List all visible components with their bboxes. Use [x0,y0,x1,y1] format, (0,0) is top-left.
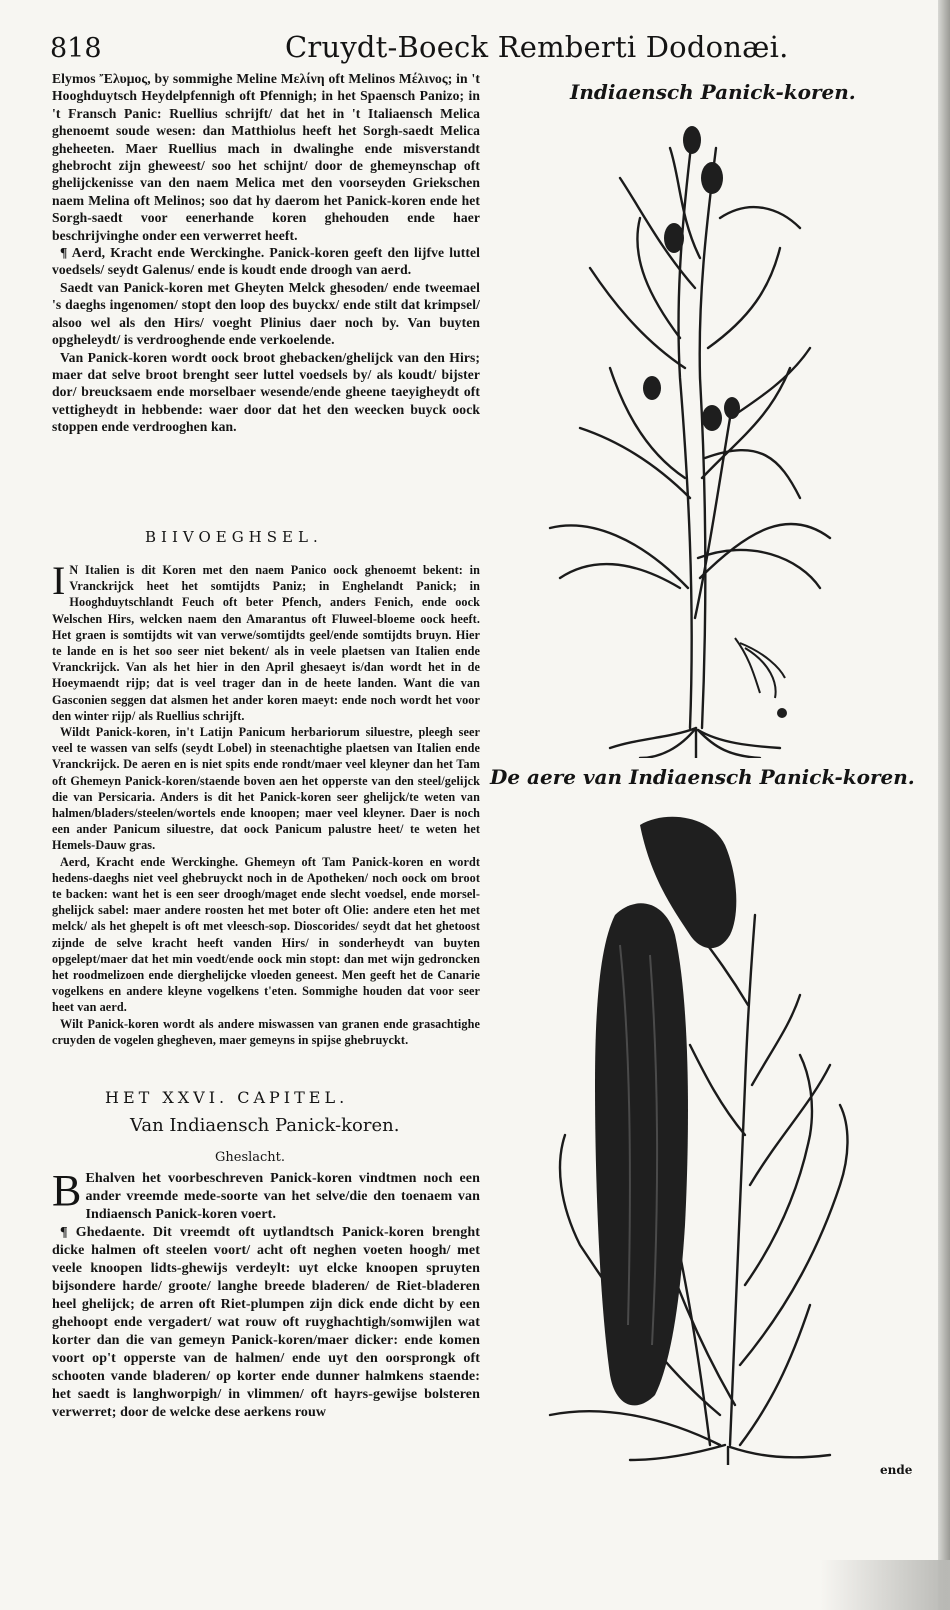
paragraph [52,1166,480,1224]
figure-caption-top: Indiaensch Panick-koren. [570,80,856,104]
catchword: ende [880,1463,913,1477]
running-title: Cruydt-Boeck Remberti Dodonæi. [285,30,789,64]
paragraph: Aerd, Kracht ende Werckinghe. Ghemeyn oft Tam Panick-koren en wordt hedens-daeghs niet veel ghebruyckt noch in de Apotheken/ noch oock om broot te backen: want het is een seer droogh/maget ende slecht voedsel, ende morsel-ghelijck sabel: maer andere roosten het met boter oft Olie: andere eten het met melck/ als het ghepelt is oft met vleesch-sop. Dioscorides/ seydt dat het ghetoost zijnde de selve kracht heeft vanden Hirs/ in sonderheydt van buyten opgelept/maer dat het min voedt/ende oock min stopt: dan met wijn gedroncken het roodmelizoen ende dierghelijcke vloeden geneest. Men geeft het de Canarie vogelkens en andere kleyne vogelkens t'eten. Sommighe houden dat voor seer heet van aerd. [52,854,480,1015]
paragraph-text: N Italien is dit Koren met den naem Panico oock ghenoemt bekent: in Vranckrijck heet het somtijdts Paniz; in Enghelandt Panick; in Hooghduytschlandt Feuch oft beter Pfench, anders Fenich, ende oock Welschen Hirs, welcken naem den Amarantus oft Fluweel-bloeme oock heeft. Het graen is somtijdts wit van verwe/somtijdts geel/ende somtijdts bruyn. Hier te lande en is het soo seer niet bekent/ als in veele plaetsen van Italien ende Vranckrijck. Van als het hier in den April ghesaeyt is/dan wordt het in de Hoeymaendt rijp; dat is veel trager dan in de heete landen. Want die van Gasconien seggen dat alsmen het ander koren maeyt: ende noch wordt het voor den winter rijp/ als Ruellius schrijft. [52,563,480,723]
page-corner-shadow [820,1560,950,1610]
paragraph [52,558,480,724]
millet-ear-woodcut [540,805,860,1465]
paragraph: Wilt Panick-koren wordt als andere miswassen van granen ende grasachtighe cruyden de vogelen ghegheven, maer gemeyns in spijse ghebruyckt. [52,1016,480,1047]
paragraph: Elymos Ἔλυμος, by sommighe Meline Μελίνη oft Melinos Μέλινος; in 't Hooghduytsch Heydelpfennigh oft Pfennigh; in het Spaensch Panizo; in 't Fransch Panic: Ruellius schrijft/ dat het in 't Italiaensch Melica ghenoemt soude wesen: dan Matthiolus heeft het Sorgh-saedt Melica gheheeten. Maer Ruellius mach in dwalinghe ende misverstandt ghebrocht zijn gheweest/ soo het schijnt/ door de ghemeynschap oft ghelijckenisse van den naem Melica met den voorseyden Griekschen naem Melina oft Melinos; soo dat hy daerom het Panick-koren ende het Sorgh-saedt voor eenerhande koren ghehouden ende haer beschrijvinghe onder een verwerret heeft. [52,71,480,243]
page-number: 818 [50,33,102,64]
paragraph-text: Ehalven het voorbeschreven Panick-koren vindtmen noch een ander vreemde mede-soorte van het selve/die den toenaem van Indiaensch Panick-koren voert. [85,1171,480,1222]
page-edge-shadow [938,0,950,1610]
bijvoeghsel-heading: BIIVOEGHSEL. [145,528,323,546]
drop-cap: B [52,1166,82,1215]
drop-cap: I [52,558,66,603]
geslacht-heading: Gheslacht. [215,1150,286,1165]
text-block-top [52,70,480,436]
paragraph: Van Panick-koren wordt oock broot ghebacken/ghelijck van den Hirs; maer dat selve broot brenght seer luttel voedsels by/ als koudt/ bijster dor/ breucksaem ende morselbaer wesende/ende gheene taeyigheydt oft vettigheydt in hebbende: waer door dat het den weecken buyck oock stoppen ende verdrooghen kan. [52,349,480,435]
millet-plant-woodcut [530,118,860,758]
paragraph: ¶ Ghedaente. Dit vreemdt oft uytlandtsch Panick-koren brenght dicke halmen oft steelen voort/ acht oft neghen voeten hoogh/ met veele knoopen lidts-ghewijs verdeylt: uyt elcke knoopen spruyten bijsondere harde/ groote/ langhe breede bladeren/ de Riet-bladeren heel ghelijck; de arren oft Riet-plumpen zijn dick ende dicht by een ghehoopt ende vergadert/ wat rouw oft ruyghachtigh/somwijlen wat korter dan die van gemeyn Panick-koren/maer dicker: ende komen voort op't opperste van de halmen/ ende uyt den oorsprongk oft schooten vande bladeren/ op korter ende dunner halmkens staende: het saedt is langhworpigh/ in vlimmen/ oft hayrs-gewijse bolsteren verwerret; door de welcke dese aerkens rouw [52,1225,480,1420]
text-block-bijvoeghsel [52,558,480,1048]
paragraph: Saedt van Panick-koren met Gheyten Melck ghesoden/ ende tweemael 's daeghs ingenomen/ stopt den loop des buyckx/ ende stilt dat krimpsel/ alsoo wel als den Hirs/ voeght Plinius daer noch by. Van buyten opgheleydt/ is verdrooghende ende verkoelende. [52,279,480,348]
chapter-heading: HET XXVI. CAPITEL. [105,1088,349,1107]
chapter-title: Van Indiaensch Panick-koren. [130,1115,400,1136]
text-block-chapter [52,1166,480,1422]
figure-caption-bottom: De aere van Indiaensch Panick-koren. [490,765,915,789]
paragraph: Wildt Panick-koren, in't Latijn Panicum herbariorum siluestre, pleegh seer veel te wassen van selfs (seydt Lobel) in steenachtighe plaetsen van Italien ende Vranckrijck. De aeren en is niet spits ende rondt/maer veel kleyner dan het Tam oft Ghemeyn Panick-koren/staende boven aen het opperste van den steel/gelijck die van Persicaria. Anders is dit het Panick-koren seer ghelijck/te weten van halmen/bladers/steelen/wortels ende knoopen; maer veel kleyner. Daer is noch een ander Panicum siluestre, dat oock Panicum palustre heet/ te weten het Hemels-Dauw gras. [52,725,480,853]
paragraph: ¶ Aerd, Kracht ende Werckinghe. Panick-koren geeft den lijfve luttel voedsels/ seydt Galenus/ ende is koudt ende droogh van aerd. [52,245,480,278]
